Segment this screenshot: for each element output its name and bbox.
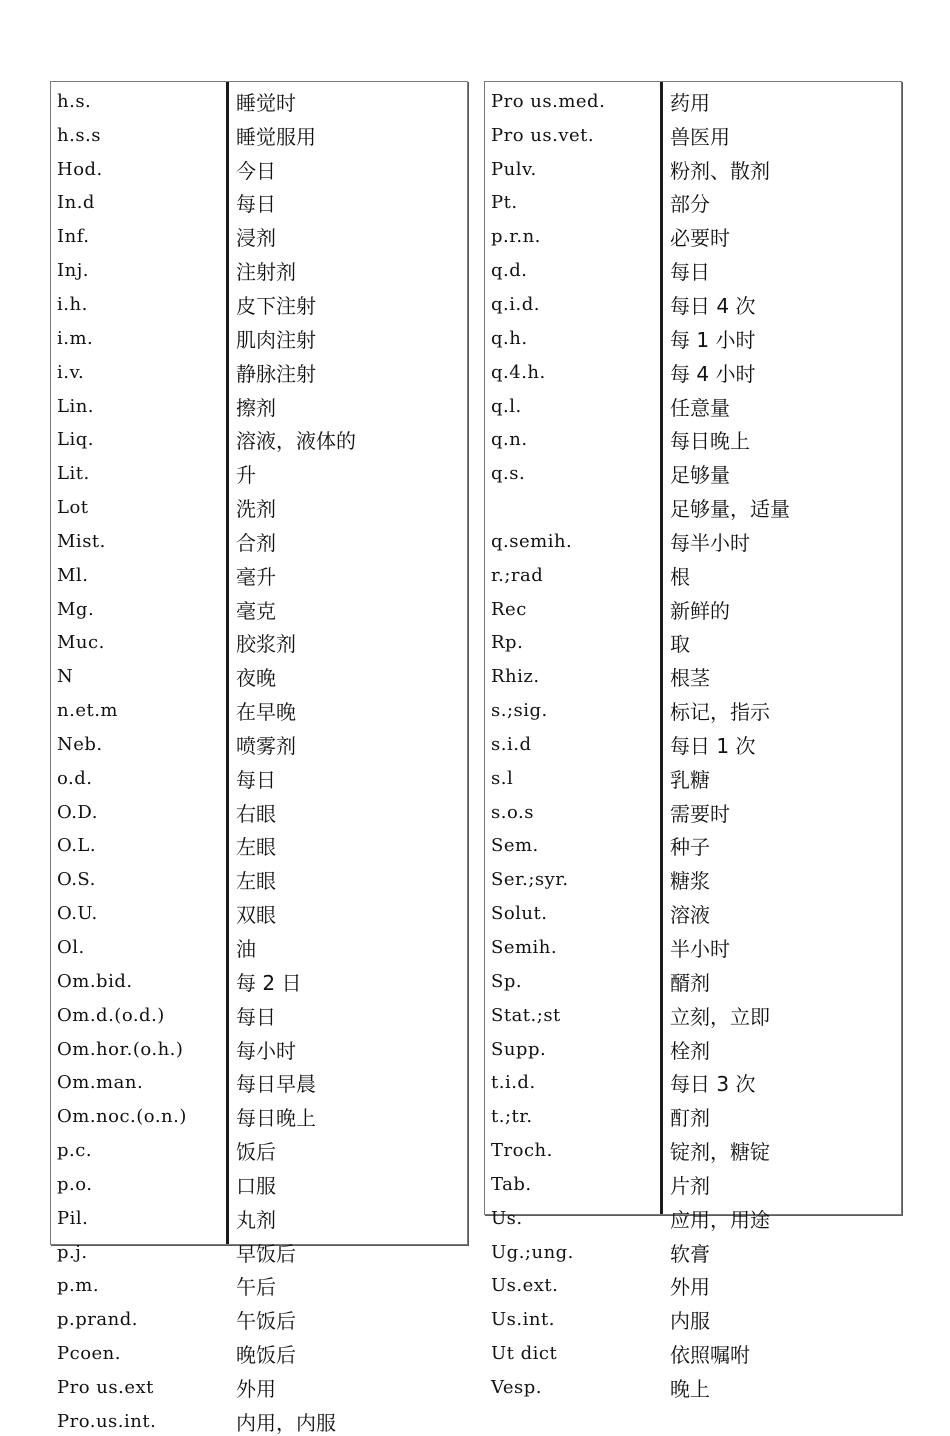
- table-row: [51, 184, 467, 218]
- meaning-cell: 午后: [236, 1275, 276, 1300]
- table-row: [485, 1063, 901, 1097]
- abbreviation-cell: s.;sig.: [491, 700, 548, 722]
- meaning-cell: 擦剂: [236, 395, 276, 420]
- table-row: [485, 590, 901, 624]
- meaning-cell: 浸剂: [236, 226, 276, 251]
- table-row: [51, 1063, 467, 1097]
- meaning-cell: 每 2 日: [236, 970, 302, 995]
- table-row: [485, 759, 901, 793]
- table-row: [485, 1334, 901, 1368]
- meaning-cell: 乳糖: [670, 767, 710, 792]
- meaning-cell: 右眼: [236, 801, 276, 826]
- abbreviation-cell: Om.hor.(o.h.): [57, 1038, 184, 1060]
- meaning-cell: 外用: [236, 1376, 276, 1401]
- meaning-cell: 升: [236, 463, 256, 488]
- meaning-cell: 根: [670, 564, 690, 589]
- abbreviation-cell: r.;rad: [491, 564, 544, 586]
- table-row: [51, 488, 467, 522]
- meaning-cell: 内服: [670, 1309, 710, 1334]
- abbreviation-cell: Pro us.vet.: [491, 124, 595, 146]
- meaning-cell: 在早晚: [236, 700, 296, 725]
- table-row: [51, 725, 467, 759]
- meaning-cell: 醑剂: [670, 970, 710, 995]
- table-row: [485, 624, 901, 658]
- table-row: [51, 285, 467, 319]
- table-row: [51, 962, 467, 996]
- meaning-cell: 肌肉注射: [236, 327, 316, 352]
- meaning-cell: 左眼: [236, 835, 276, 860]
- table-row: [485, 725, 901, 759]
- meaning-cell: 足够量，适量: [670, 497, 790, 522]
- abbreviation-cell: Vesp.: [491, 1376, 542, 1398]
- meaning-cell: 每日早晨: [236, 1072, 316, 1097]
- meaning-cell: 注射剂: [236, 260, 296, 285]
- meaning-cell: 丸剂: [236, 1207, 276, 1232]
- abbreviation-cell: Ml.: [57, 564, 89, 586]
- abbreviation-cell: Us.: [491, 1207, 523, 1229]
- table-row: [51, 793, 467, 827]
- meaning-cell: 根茎: [670, 666, 710, 691]
- table-row: [485, 928, 901, 962]
- table-row: [485, 150, 901, 184]
- table-row: [51, 691, 467, 725]
- abbreviation-cell: Pt.: [491, 192, 518, 214]
- abbreviation-cell: In.d: [57, 192, 95, 214]
- meaning-cell: 午饭后: [236, 1309, 296, 1334]
- table-row: [51, 928, 467, 962]
- abbreviation-cell: Mist.: [57, 530, 106, 552]
- table-row: [485, 962, 901, 996]
- table-row: [485, 1300, 901, 1334]
- abbreviation-cell: q.d.: [491, 260, 528, 282]
- table-row: [485, 1097, 901, 1131]
- table-row: [51, 454, 467, 488]
- meaning-cell: 毫克: [236, 598, 276, 623]
- abbreviation-cell: q.semih.: [491, 530, 573, 552]
- table-row: [51, 420, 467, 454]
- abbreviation-cell: s.i.d: [491, 733, 532, 755]
- meaning-cell: 饭后: [236, 1140, 276, 1165]
- abbreviation-cell: h.s.: [57, 90, 92, 112]
- meaning-cell: 标记，指示: [670, 700, 770, 725]
- abbreviation-cell: Tab.: [491, 1173, 532, 1195]
- abbreviation-cell: Rhiz.: [491, 666, 540, 688]
- abbreviation-cell: Us.ext.: [491, 1275, 559, 1297]
- table-row: [51, 1267, 467, 1301]
- table-row: [51, 1030, 467, 1064]
- abbreviation-cell: s.o.s: [491, 801, 534, 823]
- table-row: [485, 894, 901, 928]
- abbreviation-cell: p.m.: [57, 1275, 100, 1297]
- abbreviation-cell: Pcoen.: [57, 1343, 121, 1365]
- meaning-cell: 洗剂: [236, 497, 276, 522]
- abbreviation-cell: Stat.;st: [491, 1004, 561, 1026]
- meaning-cell: 粉剂、散剂: [670, 158, 770, 183]
- table-row: [51, 1131, 467, 1165]
- abbreviation-cell: Pulv.: [491, 158, 537, 180]
- meaning-cell: 今日: [236, 158, 276, 183]
- table-row: [485, 488, 901, 522]
- meaning-cell: 每 1 小时: [670, 327, 756, 352]
- meaning-cell: 油: [236, 937, 256, 962]
- meaning-cell: 每日晚上: [670, 429, 750, 454]
- abbreviation-cell: p.j.: [57, 1241, 88, 1263]
- abbreviation-cell: i.h.: [57, 293, 88, 315]
- table-row: [51, 1097, 467, 1131]
- meaning-cell: 溶液，液体的: [236, 429, 356, 454]
- table-row: [485, 285, 901, 319]
- table-row: [51, 319, 467, 353]
- table-row: [485, 82, 901, 116]
- meaning-cell: 静脉注射: [236, 361, 316, 386]
- meaning-cell: 外用: [670, 1275, 710, 1300]
- table-row: [485, 793, 901, 827]
- abbreviation-cell: p.r.n.: [491, 226, 541, 248]
- abbreviation-cell: Neb.: [57, 733, 103, 755]
- table-row: [485, 353, 901, 387]
- meaning-cell: 酊剂: [670, 1106, 710, 1131]
- meaning-cell: 每小时: [236, 1038, 296, 1063]
- abbreviation-cell: Liq.: [57, 429, 94, 451]
- table-row: [485, 860, 901, 894]
- abbreviation-table-left: [50, 81, 468, 1435]
- abbreviation-cell: Om.noc.(o.n.): [57, 1106, 187, 1128]
- meaning-cell: 夜晚: [236, 666, 276, 691]
- abbreviation-cell: Rp.: [491, 632, 524, 654]
- abbreviation-table-right: [484, 81, 902, 1401]
- abbreviation-cell: Ut dict: [491, 1343, 558, 1365]
- meaning-cell: 每日: [236, 767, 276, 792]
- abbreviation-cell: O.D.: [57, 801, 98, 823]
- abbreviation-cell: Ser.;syr.: [491, 869, 569, 891]
- table-row: [51, 827, 467, 861]
- meaning-cell: 软膏: [670, 1241, 710, 1266]
- table-row: [51, 217, 467, 251]
- table-row: [51, 996, 467, 1030]
- table-row: [51, 82, 467, 116]
- meaning-cell: 左眼: [236, 869, 276, 894]
- abbreviation-cell: q.h.: [491, 327, 528, 349]
- abbreviation-cell: s.l: [491, 767, 514, 789]
- table-row: [485, 319, 901, 353]
- abbreviation-cell: Inf.: [57, 226, 90, 248]
- abbreviation-cell: Hod.: [57, 158, 103, 180]
- meaning-cell: 新鲜的: [670, 598, 730, 623]
- table-row: [51, 1300, 467, 1334]
- meaning-cell: 需要时: [670, 801, 730, 826]
- table-row: [51, 590, 467, 624]
- table-row: [51, 1165, 467, 1199]
- table-row: [485, 1199, 901, 1233]
- meaning-cell: 每日: [236, 192, 276, 217]
- table-row: [485, 387, 901, 421]
- table-row: [51, 251, 467, 285]
- table-row: [51, 387, 467, 421]
- meaning-cell: 种子: [670, 835, 710, 860]
- table-row: [485, 184, 901, 218]
- meaning-cell: 立刻，立即: [670, 1004, 770, 1029]
- abbreviation-cell: Om.man.: [57, 1072, 144, 1094]
- meaning-cell: 睡觉时: [236, 90, 296, 115]
- meaning-cell: 应用，用途: [670, 1207, 770, 1232]
- meaning-cell: 取: [670, 632, 690, 657]
- abbreviation-cell: Pro us.med.: [491, 90, 606, 112]
- meaning-cell: 内用，内服: [236, 1410, 336, 1435]
- table-row: [485, 1233, 901, 1267]
- meaning-cell: 锭剂，糖锭: [670, 1140, 770, 1165]
- meaning-cell: 兽医用: [670, 124, 730, 149]
- table-row: [51, 556, 467, 590]
- meaning-cell: 每半小时: [670, 530, 750, 555]
- meaning-cell: 胶浆剂: [236, 632, 296, 657]
- meaning-cell: 任意量: [670, 395, 730, 420]
- meaning-cell: 晚饭后: [236, 1343, 296, 1368]
- meaning-cell: 合剂: [236, 530, 276, 555]
- abbreviation-cell: p.o.: [57, 1173, 93, 1195]
- table-row: [485, 1267, 901, 1301]
- meaning-cell: 片剂: [670, 1173, 710, 1198]
- table-row: [51, 116, 467, 150]
- meaning-cell: 糖浆: [670, 869, 710, 894]
- meaning-cell: 每日: [670, 260, 710, 285]
- abbreviation-cell: h.s.s: [57, 124, 102, 146]
- abbreviation-cell: Lit.: [57, 463, 90, 485]
- table-row: [51, 1402, 467, 1436]
- table-row: [51, 1233, 467, 1267]
- abbreviation-cell: O.S.: [57, 869, 96, 891]
- abbreviation-cell: Supp.: [491, 1038, 547, 1060]
- table-row: [485, 1165, 901, 1199]
- abbreviation-cell: n.et.m: [57, 700, 118, 722]
- abbreviation-cell: Om.d.(o.d.): [57, 1004, 165, 1026]
- abbreviation-cell: i.m.: [57, 327, 94, 349]
- table-row: [485, 827, 901, 861]
- table-row: [485, 1368, 901, 1402]
- abbreviation-cell: t.;tr.: [491, 1106, 533, 1128]
- table-row: [485, 1030, 901, 1064]
- abbreviation-cell: i.v.: [57, 361, 85, 383]
- abbreviation-cell: Us.int.: [491, 1309, 555, 1331]
- abbreviation-cell: Om.bid.: [57, 970, 133, 992]
- meaning-cell: 双眼: [236, 903, 276, 928]
- table-row: [485, 420, 901, 454]
- table-row: [51, 522, 467, 556]
- meaning-cell: 喷雾剂: [236, 733, 296, 758]
- meaning-cell: 皮下注射: [236, 293, 316, 318]
- meaning-cell: 每日 3 次: [670, 1072, 756, 1097]
- table-row: [485, 996, 901, 1030]
- meaning-cell: 部分: [670, 192, 710, 217]
- meaning-cell: 溶液: [670, 903, 710, 928]
- abbreviation-cell: O.L.: [57, 835, 97, 857]
- table-row: [485, 1131, 901, 1165]
- meaning-cell: 每日晚上: [236, 1106, 316, 1131]
- abbreviation-cell: N: [57, 666, 74, 688]
- meaning-cell: 毫升: [236, 564, 276, 589]
- abbreviation-cell: Inj.: [57, 260, 90, 282]
- abbreviation-cell: O.U.: [57, 903, 98, 925]
- table-row: [51, 624, 467, 658]
- abbreviation-cell: p.c.: [57, 1140, 93, 1162]
- abbreviation-cell: Mg.: [57, 598, 95, 620]
- table-row: [51, 860, 467, 894]
- abbreviation-cell: Pil.: [57, 1207, 89, 1229]
- table-row: [485, 657, 901, 691]
- abbreviation-cell: Troch.: [491, 1140, 553, 1162]
- abbreviation-cell: Sp.: [491, 970, 523, 992]
- meaning-cell: 口服: [236, 1173, 276, 1198]
- meaning-cell: 必要时: [670, 226, 730, 251]
- table-row: [51, 353, 467, 387]
- meaning-cell: 半小时: [670, 937, 730, 962]
- table-row: [51, 1368, 467, 1402]
- abbreviation-cell: Ol.: [57, 937, 85, 959]
- meaning-cell: 每日 1 次: [670, 733, 756, 758]
- abbreviation-cell: Semih.: [491, 937, 558, 959]
- abbreviation-cell: Sem.: [491, 835, 539, 857]
- meaning-cell: 栓剂: [670, 1038, 710, 1063]
- table-row: [485, 691, 901, 725]
- abbreviation-cell: t.i.d.: [491, 1072, 536, 1094]
- table-row: [485, 522, 901, 556]
- abbreviation-cell: Rec: [491, 598, 527, 620]
- table-row: [51, 759, 467, 793]
- meaning-cell: 早饭后: [236, 1241, 296, 1266]
- table-row: [485, 217, 901, 251]
- table-row: [485, 251, 901, 285]
- table-row: [51, 1199, 467, 1233]
- table-row: [485, 556, 901, 590]
- abbreviation-cell: Lin.: [57, 395, 95, 417]
- abbreviation-cell: Solut.: [491, 903, 548, 925]
- table-row: [51, 1334, 467, 1368]
- meaning-cell: 每日: [236, 1004, 276, 1029]
- abbreviation-cell: q.l.: [491, 395, 522, 417]
- meaning-cell: 足够量: [670, 463, 730, 488]
- abbreviation-cell: Pro.us.int.: [57, 1410, 157, 1432]
- table-row: [51, 150, 467, 184]
- abbreviation-cell: Muc.: [57, 632, 105, 654]
- table-row: [51, 894, 467, 928]
- abbreviation-cell: q.4.h.: [491, 361, 546, 383]
- meaning-cell: 每 4 小时: [670, 361, 756, 386]
- abbreviation-cell: p.prand.: [57, 1309, 138, 1331]
- meaning-cell: 晚上: [670, 1376, 710, 1401]
- abbreviation-cell: Lot: [57, 497, 89, 519]
- table-row: [51, 657, 467, 691]
- table-row: [485, 116, 901, 150]
- abbreviation-cell: Ug.;ung.: [491, 1241, 574, 1263]
- meaning-cell: 依照嘱咐: [670, 1343, 750, 1368]
- abbreviation-cell: q.i.d.: [491, 293, 540, 315]
- abbreviation-cell: o.d.: [57, 767, 93, 789]
- meaning-cell: 每日 4 次: [670, 293, 756, 318]
- abbreviation-cell: Pro us.ext: [57, 1376, 154, 1398]
- meaning-cell: 睡觉服用: [236, 124, 316, 149]
- abbreviation-cell: q.s.: [491, 463, 526, 485]
- table-row: [485, 454, 901, 488]
- meaning-cell: 药用: [670, 90, 710, 115]
- abbreviation-cell: q.n.: [491, 429, 528, 451]
